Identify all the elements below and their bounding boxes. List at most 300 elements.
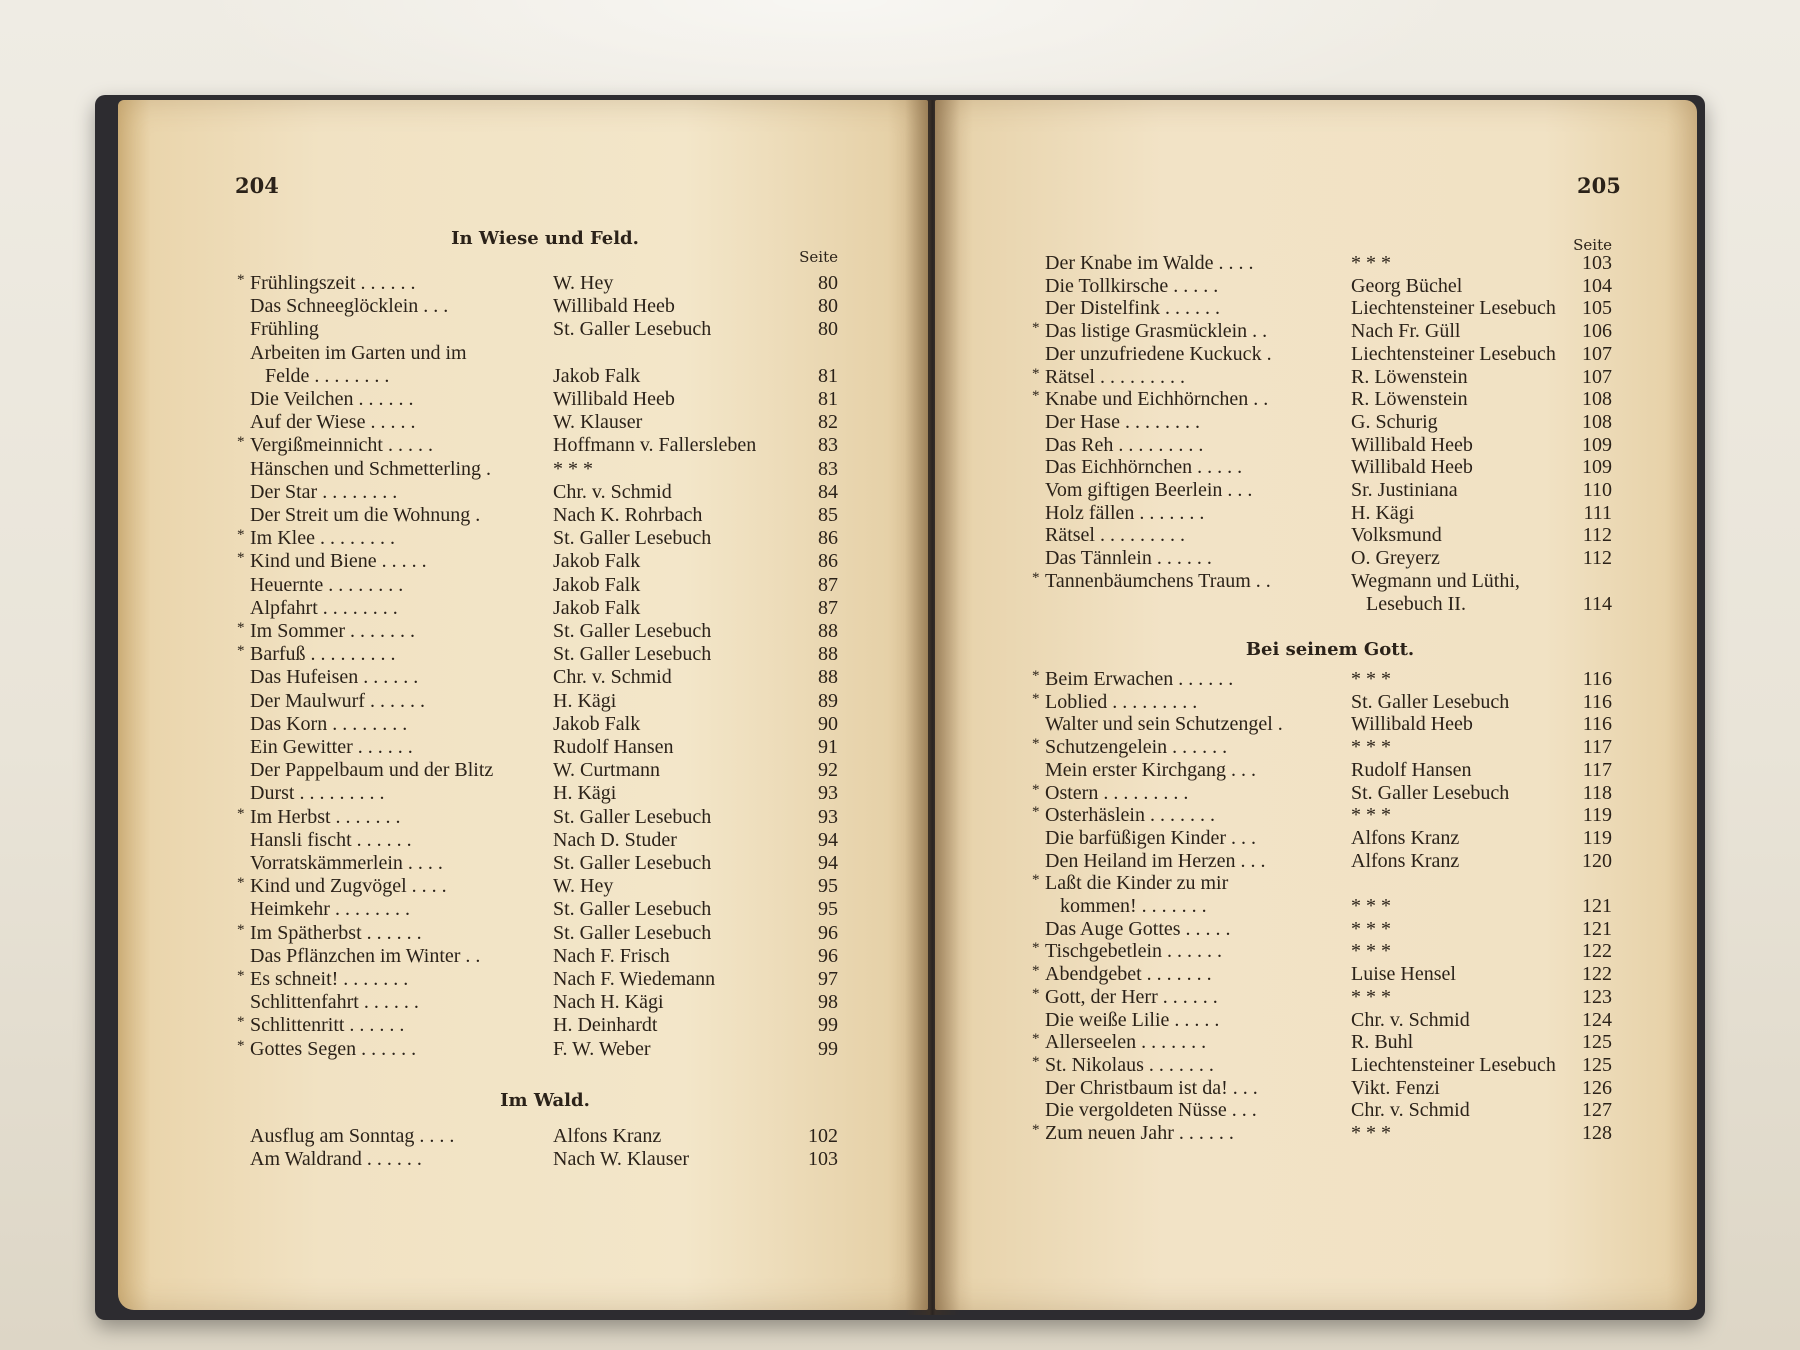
entry-author: * * * (1351, 668, 1391, 690)
asterisk-marker: * (1032, 1031, 1040, 1048)
entry-author: Nach H. Kägi (553, 991, 664, 1014)
right-page-number: 205 (1577, 173, 1621, 198)
entry-title: Der Pappelbaum und der Blitz (250, 759, 494, 782)
toc-entry (1032, 939, 1612, 963)
entry-author: * * * (1351, 940, 1391, 963)
entry-author: Jakob Falk (553, 712, 641, 735)
entry-title: Alpfahrt . . . . . . . . (250, 596, 398, 619)
entry-author: St. Galler Lesebuch (553, 805, 712, 828)
entry-title: Knabe und Eichhörnchen . . (1045, 388, 1269, 411)
asterisk-marker: * (1032, 872, 1040, 889)
entry-title: Der Streit um die Wohnung . (250, 504, 481, 526)
entry-page-number: 82 (818, 411, 838, 434)
toc-entry (1032, 1053, 1612, 1077)
entry-page-number: 114 (1582, 592, 1612, 615)
toc-entry (250, 851, 838, 875)
entry-title: Den Heiland im Herzen . . . (1045, 849, 1266, 872)
toc-entry (250, 689, 838, 713)
entry-author: Chr. v. Schmid (553, 666, 672, 689)
entry-page-number: 87 (818, 573, 838, 596)
entry-page-number: 116 (1582, 713, 1612, 736)
entry-page-number: 96 (818, 921, 838, 944)
toc-entry (1045, 712, 1612, 736)
entry-page-number: 117 (1582, 758, 1612, 781)
toc-entry (1045, 433, 1612, 457)
toc-entry (250, 712, 838, 736)
toc-entry (1045, 251, 1612, 275)
entry-author: * * * (1351, 252, 1391, 274)
entry-author: * * * (1351, 736, 1391, 759)
entry-author: Nach Fr. Güll (1351, 320, 1461, 343)
entry-title: Vergißmeinnicht . . . . . (250, 434, 433, 457)
entry-page-number: 109 (1582, 456, 1612, 479)
entry-page-number: 120 (1582, 849, 1612, 872)
entry-author: * * * (553, 457, 593, 480)
entry-author: St. Galler Lesebuch (553, 643, 712, 666)
toc-entry (1032, 803, 1612, 827)
entry-title: Die barfüßigen Kinder . . . (1045, 826, 1257, 849)
entry-page-number: 123 (1582, 985, 1612, 1008)
entry-author: Nach D. Studer (553, 828, 677, 851)
entry-author: W. Klauser (553, 411, 643, 434)
entry-page-number: 87 (818, 596, 838, 619)
entry-page-number: 99 (818, 1014, 838, 1037)
toc-entry (250, 758, 838, 782)
entry-page-number: 83 (818, 457, 838, 480)
entry-author: H. Kägi (553, 782, 617, 805)
section-heading: Im Wald. (500, 1090, 590, 1111)
entry-page-number: 109 (1582, 433, 1612, 456)
entry-author: * * * (1351, 917, 1391, 940)
entry-page-number: 118 (1582, 781, 1612, 804)
entry-page-number: 125 (1582, 1053, 1612, 1076)
toc-entry (1032, 871, 1612, 895)
toc-entry (1045, 592, 1612, 616)
toc-entry (1045, 1098, 1612, 1122)
entry-page-number: 119 (1582, 804, 1612, 827)
entry-title: Tannenbäumchens Traum . . (1045, 569, 1271, 592)
entry-author: Willibald Heeb (553, 388, 675, 410)
entry-title: Das Tännlein . . . . . . (1045, 547, 1212, 570)
asterisk-marker: * (237, 875, 245, 892)
entry-title: Auf der Wiese . . . . . (250, 411, 416, 434)
entry-page-number: 106 (1582, 320, 1612, 343)
entry-title: Zum neuen Jahr . . . . . . (1045, 1122, 1234, 1144)
asterisk-marker: * (1032, 388, 1040, 405)
toc-entry (250, 665, 838, 689)
entry-author: Jakob Falk (553, 550, 641, 573)
asterisk-marker: * (1032, 963, 1040, 980)
entry-page-number: 121 (1582, 917, 1612, 940)
entry-page-number: 93 (818, 782, 838, 805)
entry-page-number: 116 (1582, 668, 1612, 690)
entry-page-number: 125 (1582, 1031, 1612, 1054)
entry-page-number: 86 (818, 527, 838, 550)
toc-entry (1045, 296, 1612, 320)
entry-author: Liechtensteiner Lesebuch (1351, 297, 1556, 320)
toc-entry (1032, 365, 1612, 389)
entry-title: Die Tollkirsche . . . . . (1045, 274, 1219, 297)
left-page-number: 204 (235, 173, 279, 198)
toc-entry (1045, 274, 1612, 298)
toc-entry (1045, 758, 1612, 782)
entry-title: Holz fällen . . . . . . . (1045, 501, 1205, 524)
asterisk-marker: * (237, 620, 245, 636)
entry-page-number: 122 (1582, 940, 1612, 963)
entry-author: H. Kägi (553, 689, 617, 712)
entry-page-number: 92 (818, 759, 838, 782)
entry-title: Schlittenritt . . . . . . (250, 1014, 405, 1037)
toc-entry (1045, 917, 1612, 941)
entry-title: Der Distelfink . . . . . . (1045, 297, 1220, 320)
entry-author: St. Galler Lesebuch (553, 318, 712, 341)
asterisk-marker: * (237, 272, 245, 288)
toc-entry (1045, 826, 1612, 850)
toc-entry (250, 944, 838, 968)
asterisk-marker: * (1032, 320, 1040, 337)
entry-author: Luise Hensel (1351, 963, 1456, 986)
entry-title: kommen! . . . . . . . (1045, 895, 1207, 917)
entry-page-number: 105 (1582, 297, 1612, 320)
toc-entry (1045, 501, 1612, 525)
entry-author: Sr. Justiniana (1351, 479, 1458, 501)
entry-author: Alfons Kranz (553, 1125, 662, 1147)
entry-title: Im Klee . . . . . . . . (250, 527, 395, 550)
entry-page-number: 128 (1582, 1122, 1612, 1144)
entry-author: W. Hey (553, 272, 614, 294)
entry-author: Chr. v. Schmid (1351, 1008, 1470, 1031)
toc-entry (250, 1124, 838, 1148)
toc-entry (237, 1013, 838, 1037)
toc-entry (1032, 667, 1612, 691)
toc-entry (1045, 455, 1612, 479)
toc-entry (250, 990, 838, 1014)
entry-title: Allerseelen . . . . . . . (1045, 1031, 1207, 1054)
toc-entry (250, 294, 838, 318)
toc-entry (1032, 1121, 1612, 1145)
entry-title: Vorratskämmerlein . . . . (250, 852, 443, 874)
toc-entry (250, 317, 838, 341)
toc-entry (1032, 781, 1612, 805)
entry-page-number: 96 (818, 944, 838, 967)
entry-title: Frühling (250, 318, 319, 341)
entry-author: St. Galler Lesebuch (553, 921, 712, 944)
entry-author: St. Galler Lesebuch (1351, 690, 1510, 713)
entry-title: Das Hufeisen . . . . . . (250, 666, 419, 689)
entry-page-number: 85 (818, 504, 838, 526)
entry-page-number: 88 (818, 643, 838, 666)
entry-title: Felde . . . . . . . . (250, 364, 390, 387)
asterisk-marker: * (237, 643, 245, 660)
entry-author: Liechtensteiner Lesebuch (1351, 1053, 1556, 1076)
entry-author: R. Löwenstein (1351, 388, 1468, 411)
asterisk-marker: * (1032, 940, 1040, 957)
entry-page-number: 81 (818, 364, 838, 387)
entry-author: Lesebuch II. (1351, 592, 1466, 615)
entry-author: Willibald Heeb (1351, 433, 1473, 456)
toc-entry (250, 457, 838, 481)
entry-author: Willibald Heeb (553, 295, 675, 318)
entry-title: Der Star . . . . . . . . (250, 480, 398, 503)
entry-page-number: 102 (808, 1125, 838, 1147)
asterisk-marker: * (1032, 1122, 1040, 1138)
entry-page-number: 80 (818, 272, 838, 294)
entry-author: Willibald Heeb (1351, 713, 1473, 736)
entry-page-number: 84 (818, 480, 838, 503)
entry-author: Jakob Falk (553, 364, 641, 387)
entry-page-number: 80 (818, 295, 838, 318)
entry-page-number: 88 (818, 620, 838, 642)
toc-entry (250, 828, 838, 852)
toc-entry (237, 642, 838, 666)
entry-page-number: 94 (818, 852, 838, 874)
entry-page-number: 89 (818, 689, 838, 712)
entry-author: St. Galler Lesebuch (553, 852, 712, 874)
entry-author: Jakob Falk (553, 573, 641, 596)
entry-title: Hansli fischt . . . . . . (250, 828, 412, 851)
entry-title: Die Veilchen . . . . . . (250, 388, 414, 410)
entry-author: H. Kägi (1351, 501, 1415, 524)
entry-title: Der unzufriedene Kuckuck . (1045, 342, 1272, 365)
entry-author: Alfons Kranz (1351, 849, 1460, 872)
toc-entry (1032, 1030, 1612, 1054)
entry-author: Willibald Heeb (1351, 456, 1473, 479)
toc-entry (1045, 410, 1612, 434)
asterisk-marker: * (237, 1037, 245, 1054)
toc-entry (250, 364, 838, 388)
entry-author: Jakob Falk (553, 596, 641, 619)
asterisk-marker: * (1032, 736, 1040, 753)
toc-entry (1032, 962, 1612, 986)
entry-title: Das Korn . . . . . . . . (250, 712, 408, 735)
toc-entry (250, 596, 838, 620)
entry-title: Gott, der Herr . . . . . . (1045, 985, 1218, 1008)
entry-title: Walter und sein Schutzengel . (1045, 713, 1283, 736)
entry-author: St. Galler Lesebuch (553, 527, 712, 550)
entry-page-number: 88 (818, 666, 838, 689)
entry-page-number: 94 (818, 828, 838, 851)
entry-title: Heuernte . . . . . . . . (250, 573, 404, 596)
entry-title: Ein Gewitter . . . . . . (250, 736, 413, 758)
entry-page-number: 121 (1582, 895, 1612, 917)
entry-title: Der Knabe im Walde . . . . (1045, 252, 1254, 274)
entry-title: Am Waldrand . . . . . . (250, 1148, 422, 1171)
entry-page-number: 108 (1582, 410, 1612, 433)
toc-entry (237, 921, 838, 945)
toc-entry (1045, 849, 1612, 873)
entry-page-number: 116 (1582, 690, 1612, 713)
entry-title: Gottes Segen . . . . . . (250, 1037, 417, 1060)
asterisk-marker: * (237, 805, 245, 822)
entry-page-number: 112 (1582, 524, 1612, 547)
entry-page-number: 83 (818, 434, 838, 457)
entry-title: Im Spätherbst . . . . . . (250, 921, 422, 944)
asterisk-marker: * (1032, 1053, 1040, 1070)
entry-author: G. Schurig (1351, 410, 1438, 433)
entry-title: Arbeiten im Garten und im (250, 341, 467, 364)
entry-author: Nach K. Rohrbach (553, 504, 703, 526)
page-column-header: Seite (799, 248, 838, 266)
entry-author: Rudolf Hansen (1351, 758, 1472, 781)
entry-author: R. Buhl (1351, 1031, 1414, 1054)
toc-entry (1045, 1008, 1612, 1032)
entry-author: R. Löwenstein (1351, 365, 1468, 388)
entry-title: Schutzengelein . . . . . . (1045, 736, 1228, 759)
entry-title: Das Reh . . . . . . . . . (1045, 433, 1204, 456)
entry-title: Hänschen und Schmetterling . (250, 457, 492, 480)
asterisk-marker: * (237, 527, 245, 544)
entry-title: Ausflug am Sonntag . . . . (250, 1125, 455, 1147)
entry-author: Nach F. Wiedemann (553, 968, 716, 990)
entry-title: Das Eichhörnchen . . . . . (1045, 456, 1243, 479)
entry-title: Tischgebetlein . . . . . . (1045, 940, 1223, 963)
entry-author: St. Galler Lesebuch (1351, 781, 1510, 804)
entry-author: Chr. v. Schmid (553, 480, 672, 503)
entry-title: Im Herbst . . . . . . . (250, 805, 401, 828)
entry-page-number: 86 (818, 550, 838, 573)
toc-entry (1032, 690, 1612, 714)
entry-page-number: 122 (1582, 963, 1612, 986)
entry-author: Georg Büchel (1351, 274, 1463, 297)
entry-title: Durst . . . . . . . . . (250, 782, 385, 805)
page-column-header: Seite (1573, 236, 1612, 254)
entry-page-number: 124 (1582, 1008, 1612, 1031)
entry-title: Im Sommer . . . . . . . (250, 620, 415, 642)
entry-page-number: 80 (818, 318, 838, 341)
entry-author: Wegmann und Lüthi, (1351, 569, 1520, 592)
entry-author: W. Curtmann (553, 759, 661, 782)
entry-title: Beim Erwachen . . . . . . (1045, 668, 1234, 690)
toc-entry (1045, 894, 1612, 918)
entry-author: Volksmund (1351, 524, 1442, 547)
entry-page-number: 99 (818, 1037, 838, 1060)
entry-page-number: 97 (818, 968, 838, 990)
entry-author: Vikt. Fenzi (1351, 1076, 1440, 1099)
entry-page-number: 90 (818, 712, 838, 735)
toc-entry (1032, 735, 1612, 759)
entry-title: Schlittenfahrt . . . . . . (250, 991, 419, 1014)
entry-page-number: 91 (818, 736, 838, 758)
entry-page-number: 119 (1582, 826, 1612, 849)
entry-page-number: 107 (1582, 342, 1612, 365)
toc-entry (237, 271, 838, 295)
entry-author: * * * (1351, 1122, 1391, 1144)
entry-page-number: 117 (1582, 736, 1612, 759)
asterisk-marker: * (237, 1014, 245, 1031)
entry-title: Heimkehr . . . . . . . . (250, 898, 410, 921)
toc-entry (250, 1147, 838, 1171)
entry-title: Frühlingszeit . . . . . . (250, 272, 416, 294)
entry-author: Alfons Kranz (1351, 826, 1460, 849)
entry-title: Es schneit! . . . . . . . (250, 968, 409, 990)
toc-entry (1045, 478, 1612, 502)
entry-title: Das Auge Gottes . . . . . (1045, 917, 1231, 940)
entry-title: Das Pflänzchen im Winter . . (250, 944, 481, 967)
entry-author: St. Galler Lesebuch (553, 620, 712, 642)
entry-author: Hoffmann v. Fallersleben (553, 434, 757, 457)
toc-entry (250, 480, 838, 504)
entry-title: Barfuß . . . . . . . . . (250, 643, 396, 666)
entry-author: * * * (1351, 895, 1391, 917)
entry-author: * * * (1351, 985, 1391, 1008)
entry-page-number: 108 (1582, 388, 1612, 411)
asterisk-marker: * (237, 434, 245, 451)
toc-entry (237, 805, 838, 829)
toc-entry (237, 433, 838, 457)
toc-entry (250, 573, 838, 597)
asterisk-marker: * (237, 550, 245, 567)
toc-entry (1045, 1076, 1612, 1100)
toc-entry (237, 1037, 838, 1061)
entry-page-number: 103 (1582, 252, 1612, 274)
entry-title: St. Nikolaus . . . . . . . (1045, 1053, 1214, 1076)
toc-entry (250, 410, 838, 434)
toc-entry (237, 967, 838, 991)
entry-title: Ostern . . . . . . . . . (1045, 781, 1189, 804)
entry-title: Der Hase . . . . . . . . (1045, 410, 1200, 433)
entry-page-number: 93 (818, 805, 838, 828)
asterisk-marker: * (1032, 804, 1040, 821)
entry-title: Rätsel . . . . . . . . . (1045, 524, 1185, 547)
entry-page-number: 127 (1582, 1099, 1612, 1122)
entry-title: Kind und Biene . . . . . (250, 550, 427, 573)
toc-entry (250, 503, 838, 527)
entry-page-number: 95 (818, 898, 838, 921)
entry-page-number: 126 (1582, 1076, 1612, 1099)
entry-page-number: 111 (1583, 501, 1612, 524)
asterisk-marker: * (1032, 668, 1040, 684)
entry-title: Laßt die Kinder zu mir (1045, 872, 1229, 895)
entry-title: Mein erster Kirchgang . . . (1045, 758, 1257, 781)
entry-title: Vom giftigen Beerlein . . . (1045, 479, 1253, 501)
entry-author: Nach F. Frisch (553, 944, 670, 967)
toc-entry (237, 549, 838, 573)
entry-author: Chr. v. Schmid (1351, 1099, 1470, 1122)
entry-author: Nach W. Klauser (553, 1148, 690, 1171)
toc-entry (1045, 546, 1612, 570)
toc-entry (1045, 342, 1612, 366)
asterisk-marker: * (237, 968, 245, 984)
toc-entry (250, 341, 838, 365)
toc-entry (1032, 985, 1612, 1009)
entry-title: Abendgebet . . . . . . . (1045, 963, 1212, 986)
toc-entry (250, 387, 838, 411)
toc-entry (237, 619, 838, 643)
section-heading: Bei seinem Gott. (1245, 639, 1415, 660)
toc-entry (250, 735, 838, 759)
entry-title: Osterhäslein . . . . . . . (1045, 804, 1215, 827)
entry-title: Loblied . . . . . . . . . (1045, 690, 1198, 713)
entry-title: Das Schneeglöcklein . . . (250, 295, 449, 318)
asterisk-marker: * (1032, 365, 1040, 382)
entry-page-number: 107 (1582, 365, 1612, 388)
entry-author: F. W. Weber (553, 1037, 651, 1060)
toc-entry (1045, 523, 1612, 547)
entry-author: W. Hey (553, 875, 614, 898)
entry-author: * * * (1351, 804, 1391, 827)
asterisk-marker: * (1032, 690, 1040, 707)
entry-page-number: 104 (1582, 274, 1612, 297)
entry-title: Kind und Zugvögel . . . . (250, 875, 447, 898)
toc-entry (237, 874, 838, 898)
entry-title: Die weiße Lilie . . . . . (1045, 1008, 1220, 1031)
asterisk-marker: * (237, 921, 245, 938)
asterisk-marker: * (1032, 985, 1040, 1002)
toc-entry (250, 781, 838, 805)
toc-entry (1032, 569, 1612, 593)
entry-page-number: 98 (818, 991, 838, 1014)
entry-author: Rudolf Hansen (553, 736, 674, 758)
